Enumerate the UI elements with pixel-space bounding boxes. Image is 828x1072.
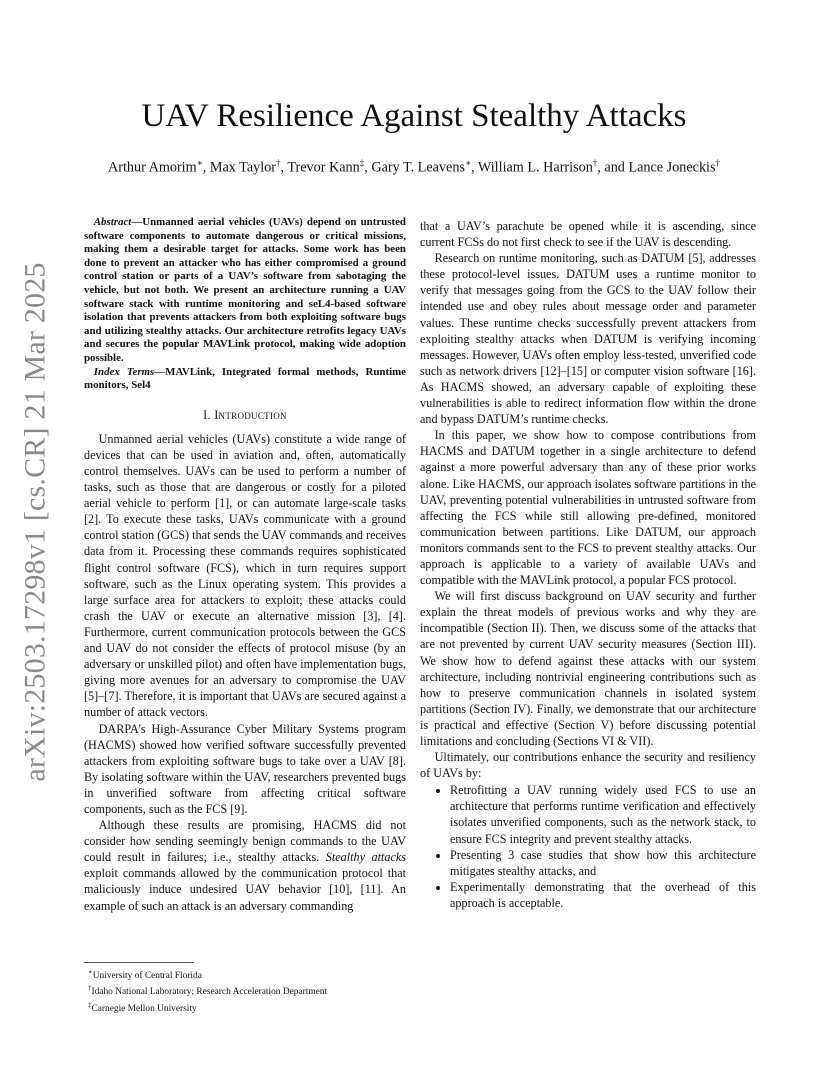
author-affiliation-mark: ∗ (196, 158, 203, 168)
abstract-dash: — (131, 216, 143, 228)
author-separator: , and (597, 159, 629, 176)
index-terms-dash: — (154, 365, 166, 378)
index-terms (84, 366, 406, 393)
footnote (84, 999, 406, 1015)
footnote-mark: † (88, 984, 92, 993)
author-name: Lance Joneckis (628, 159, 716, 176)
author-separator: , (202, 159, 210, 176)
footnote-text: Carnegie Mellon University (91, 1003, 197, 1014)
author-name: Arthur Amorim (107, 159, 197, 176)
index-terms-text: MAVLink, Integrated formal methods, Runtime monitors, Sel4 (84, 365, 407, 392)
intro-paragraph-continued: that a UAV’s parachute be opened while it is ascending, since current FCSs do not first check to see if the UAV is descending. (420, 219, 756, 250)
footnotes (84, 962, 406, 1015)
emphasized-term: Stealthy attacks (325, 850, 407, 865)
footnote-text: Idaho National Laboratory; Research Acceleration Department (91, 987, 328, 998)
author-affiliation-mark: † (592, 158, 598, 168)
abstract-text: Unmanned aerial vehicles (UAVs) depend on untrusted software components to automate dangerous or critical missions, making them a desirable target for attacks. Some work has been done to prevent an attacker who has either compromised a ground control station or parts of a UAV’s software from sabotaging the vehicle, but not both. We present an architecture running a UAV software stack with runtime monitoring and seL4-based software isolation that prevents attackers from both exploiting software bugs and utilizing stealthy attacks. Our architecture retrofits legacy UAVs and secures the popular MAVLink protocol, making wide adoption possible. (84, 216, 406, 364)
right-column (420, 218, 756, 911)
intro-paragraph-6: We will first discuss background on UAV security and further explain the threat models of previous works and why they are incompatible (Section II). Then, we discuss some of the attacks that are not prevented by current UAV security measures (Section III). We show how to defend against these attacks with our system architecture, including nontrivial engineering contributions such as how to preserve communication channels in isolated system partitions (Section IV). Finally, we demonstrate that our architecture is practical and effective (Section V) before discussing potential limitations and concluding (Sections VI & VII). (420, 589, 756, 748)
author-name: Trevor Kann (287, 159, 360, 176)
paragraph-text: Although these results are promising, HACMS did not consider how sending seemingly benign commands to the UAV could result in failures; i.e., stealthy attacks. (84, 818, 406, 865)
intro-paragraph-7: Ultimately, our contributions enhance the security and resiliency of UAVs by: (420, 750, 756, 781)
intro-paragraph-3 (84, 817, 406, 914)
contribution-item: • Presenting 3 case studies that show how this architecture mitigates stealthy attacks, and (450, 847, 756, 879)
contribution-item: • Retrofitting a UAV running widely used FCS to use an architecture that performs runtime verification and effectively isolates unverified components, such as the network stack, to ensure FCS integrity and prevent stealthy attacks. (450, 782, 756, 846)
footnote (84, 982, 406, 998)
author-affiliation-mark: † (276, 158, 281, 168)
author-affiliation-mark: † (715, 158, 720, 168)
paper-title: UAV Resilience Against Stealthy Attacks (141, 98, 687, 134)
contribution-list (420, 782, 756, 911)
index-terms-label: Index Terms (93, 365, 155, 378)
footnote-mark: ∗ (88, 968, 93, 976)
section-title-text: Introduction (214, 407, 287, 422)
author-separator: , (364, 159, 372, 176)
author-affiliation-mark: ‡ (359, 158, 365, 168)
footnote-text: University of Central Florida (92, 971, 202, 982)
abstract-label: Abstract (93, 216, 132, 228)
paragraph-text: exploit commands allowed by the communication protocol that maliciously induce undesired UAV behavior [10], [11]. An example of such an attack is an adversary commanding (84, 866, 406, 913)
arxiv-identifier-text: arXiv:2503.17298v1 [cs.CR] 21 Mar 2025 (19, 262, 52, 782)
footnote (84, 966, 406, 982)
author-separator: , (471, 159, 478, 176)
author-name: Gary T. Leavens (371, 159, 465, 176)
footnote-mark: ‡ (88, 1000, 92, 1009)
author-separator: , (280, 159, 288, 176)
arxiv-side-identifier (19, 262, 52, 782)
author-affiliation-mark: ∗ (464, 158, 472, 168)
author-name: Max Taylor (209, 159, 276, 176)
intro-paragraph-2: DARPA’s High-Assurance Cyber Military Systems program (HACMS) showed how verified software successfully prevented attackers from exploiting software bugs to take over a UAV [8]. By isolating software within the UAV, researchers prevented bugs in unverified software from affecting critical software components, such as the FCS [9]. (84, 721, 406, 816)
author-list (40, 158, 788, 177)
contribution-item: • Experimentally demonstrating that the overhead of this approach is acceptable. (450, 879, 756, 911)
intro-paragraph-1: Unmanned aerial vehicles (UAVs) constitute a wide range of devices that can be used in aviation and, often, automatically control themselves. UAVs can be used to perform a number of tasks, such as those that are dangerous or costly for a piloted aerial vehicle to perform [1], or can automate large-scale tasks [2]. To execute these tasks, UAVs communicate with a ground control station (GCS) that sends the UAV commands and receives data from it. Processing these commands requires sophisticated flight control software (FCS), which in turn requires support software, such as the Linux operating system. This provides a large surface area for attackers to exploit; these attacks could crash the UAV or execute an alternative mission [3], [4]. Furthermore, current communication protocols between the GCS and UAV do not consider the effects of protocol misuse (by an adversary or unskilled pilot) and often have implementation bugs, giving more avenues for an adversary to compromise the UAV [5]–[7]. Therefore, it is important that UAVs are secured against a number of attack vectors. (84, 431, 406, 720)
section-heading-introduction (84, 407, 406, 423)
intro-paragraph-5: In this paper, we show how to compose contributions from HACMS and DATUM together in a single architecture to defend against a more powerful adversary than any of these prior works alone. Like HACMS, our approach isolates software partitions in the UAV, preventing potential vulnerabilities in untrusted software from affecting the FCS while still allowing pre-defined, monitored communication between partitions. Like DATUM, our approach monitors commands sent to the FCS to prevent stealthy attacks. Our approach is applicable to a variety of available UAVs and compatible with the MAVLink protocol, a popular FCS protocol. (420, 428, 756, 588)
section-number: I. (203, 407, 211, 422)
author-name: William L. Harrison (477, 159, 593, 176)
intro-paragraph-4: Research on runtime monitoring, such as DATUM [5], addresses these protocol-level issues. DATUM uses a runtime monitor to verify that messages going from the GCS to the UAV follow their intended use and obey rules about message order and parameter values. These runtime checks successfully prevent attackers from exploiting stealthy attacks when DATUM is verifying incoming messages. However, UAVs often employ less-tested, unverified code such as network drivers [12]–[15] or computer vision software [16]. As HACMS showed, an adversary capable of exploiting these vulnerabilities is able to redirect information flow within the drone and bypass DATUM’s runtime checks. (420, 251, 756, 427)
abstract (84, 216, 406, 366)
left-column (84, 216, 406, 914)
footnote-rule (84, 962, 194, 963)
